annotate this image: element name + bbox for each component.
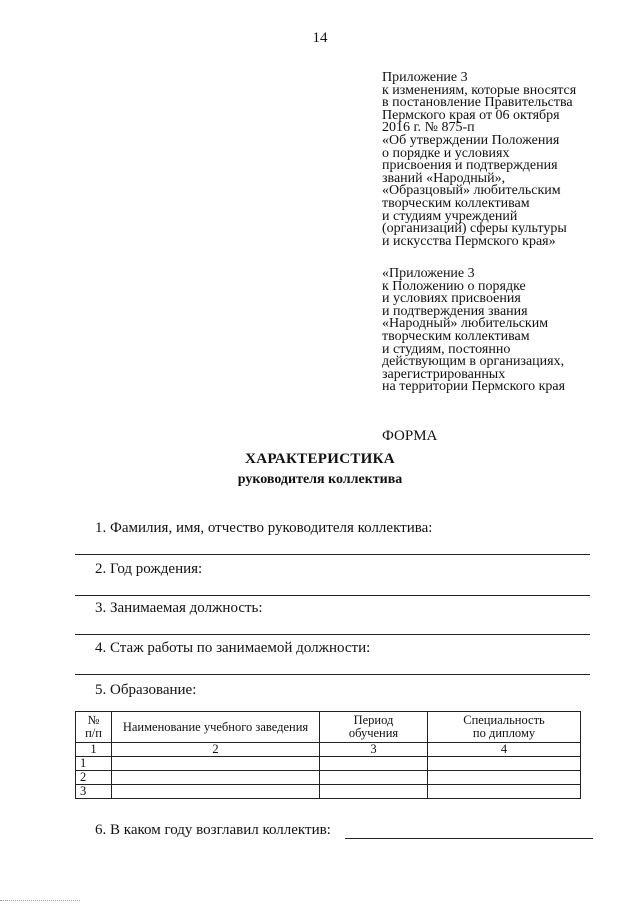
header-study-period: Период обучения [320,712,428,743]
appendix-block-1-line: о порядке и условиях [382,145,510,161]
table-cell: 1 [76,757,112,771]
table-cell-editable[interactable] [112,757,320,771]
appendix-block-1-line: присвоения и подтверждения [382,158,558,174]
appendix-block-1-line: «Образцовый» любительским [382,183,561,199]
question-3-label: 3. Занимаемая должность: [95,600,263,616]
appendix-block-1-line: (организаций) сферы культуры [382,221,567,237]
table-row [76,771,581,785]
appendix-block-1-line: и студиям учреждений [382,208,518,224]
table-cell-editable[interactable] [428,757,581,771]
table-cell-editable[interactable] [320,771,428,785]
document-subtitle: руководителя коллектива [237,472,403,487]
appendix-block-2-line: и студиям, постоянно [382,341,511,357]
appendix-block-2-line: к Положению о порядке [382,278,526,294]
appendix-block-2-line: «Народный» любительским [382,316,549,332]
appendix-block-regulation [382,268,632,394]
header-number: № п/п [76,712,112,743]
table-row [76,757,581,771]
appendix-block-1-line: Приложение 3 [382,70,468,85]
table-cell: 2 [76,771,112,785]
question-6-answer-line[interactable] [345,838,593,839]
appendix-block-1-line: «Об утверждении Положения [382,132,560,148]
question-6-label: 6. В каком году возглавил коллектив: [95,822,331,838]
header-institution: Наименование учебного заведения [112,712,320,743]
appendix-block-1-line: 2016 г. № 875-п [382,120,475,136]
appendix-block-1-line: и искусства Пермского края» [382,233,556,249]
table-cell-editable[interactable] [112,771,320,785]
question-4-label: 4. Стаж работы по занимаемой должности: [95,640,371,656]
document-title: ХАРАКТЕРИСТИКА [245,451,395,467]
education-table [75,711,581,799]
page-number: 14 [312,30,328,46]
appendix-block-1-line: в постановление Правительства [382,95,573,111]
appendix-block-1-line: творческим коллективам [382,195,530,211]
appendix-block-2-line: «Приложение 3 [382,266,475,281]
question-4-answer-line[interactable] [75,674,590,675]
table-cell-editable[interactable] [428,785,581,799]
appendix-block-1-line: к изменениям, которые вносятся [382,82,577,98]
question-1-label: 1. Фамилия, имя, отчество руководителя коллектива: [95,520,433,536]
column-numbering-row [76,743,581,757]
table-cell: 4 [428,743,581,757]
appendix-block-amendments [382,72,632,248]
table-cell-editable[interactable] [428,771,581,785]
appendix-block-2-line: творческим коллективам [382,328,530,344]
table-cell: 2 [112,743,320,757]
question-2-answer-line[interactable] [75,595,590,596]
appendix-block-2-line: зарегистрированных [382,366,506,382]
question-1-answer-line[interactable] [75,554,590,555]
table-cell-editable[interactable] [320,785,428,799]
table-cell: 3 [320,743,428,757]
appendix-block-2-line: на территории Пермского края [382,379,566,395]
appendix-block-1-line: званий «Народный», [382,170,506,186]
appendix-block-1-line: Пермского края от 06 октября [382,107,560,123]
question-5-label: 5. Образование: [95,682,197,698]
table-cell: 3 [76,785,112,799]
table-cell: 1 [76,743,112,757]
question-3-answer-line[interactable] [75,634,590,635]
table-cell-editable[interactable] [320,757,428,771]
appendix-block-2-line: и подтверждения звания [382,303,528,319]
appendix-block-2-line: действующим в организациях, [382,354,565,370]
page-edge-mark [0,900,80,901]
table-row [76,785,581,799]
education-table-header-row [76,712,581,743]
question-2-label: 2. Год рождения: [95,561,203,577]
header-specialty: Специальность по диплому [428,712,581,743]
table-cell-editable[interactable] [112,785,320,799]
appendix-block-2-line: и условиях присвоения [382,291,521,307]
form-label: ФОРМА [382,428,438,444]
